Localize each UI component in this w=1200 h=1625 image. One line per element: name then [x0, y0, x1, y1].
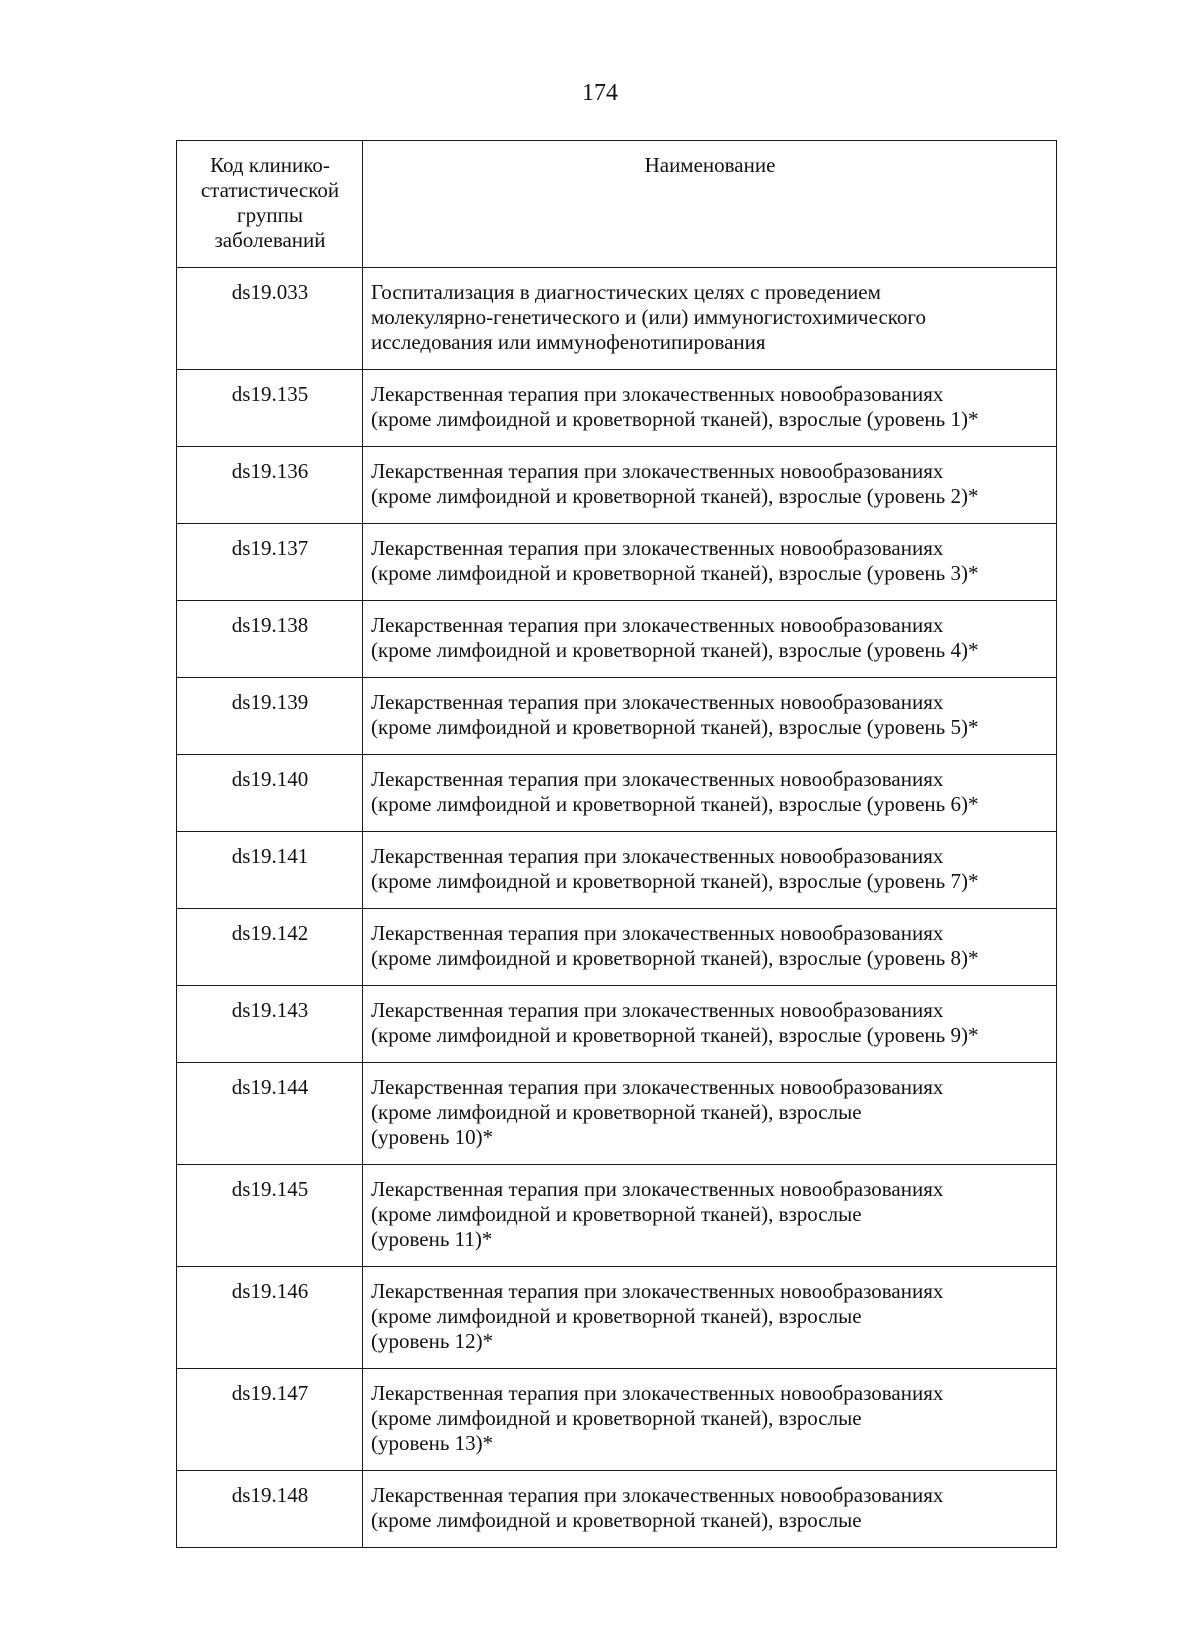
cell-name-line: (кроме лимфоидной и кроветворной тканей), взрослые (уровень 5)*	[371, 715, 979, 739]
table-row	[177, 370, 1057, 447]
cell-name	[363, 1165, 1057, 1267]
table-row	[177, 1471, 1057, 1548]
cell-code: ds19.140	[177, 755, 363, 832]
header-name: Наименование	[363, 141, 1057, 268]
cell-name-line: (кроме лимфоидной и кроветворной тканей), взрослые (уровень 9)*	[371, 1023, 979, 1047]
cell-code: ds19.139	[177, 678, 363, 755]
cell-name-line: Лекарственная терапия при злокачественных новообразованиях	[371, 998, 944, 1022]
cell-name-line: (кроме лимфоидной и кроветворной тканей), взрослые (уровень 4)*	[371, 638, 979, 662]
cell-name-line: (кроме лимфоидной и кроветворной тканей), взрослые	[371, 1304, 862, 1328]
cell-code: ds19.146	[177, 1267, 363, 1369]
cell-name-line: (уровень 13)*	[371, 1431, 494, 1455]
cell-name	[363, 909, 1057, 986]
cell-name	[363, 1063, 1057, 1165]
cell-name-line: Лекарственная терапия при злокачественных новообразованиях	[371, 690, 944, 714]
table-header	[177, 141, 1057, 268]
header-code-line: группы	[237, 203, 303, 227]
table-row	[177, 447, 1057, 524]
cell-code: ds19.137	[177, 524, 363, 601]
cell-name-line: Лекарственная терапия при злокачественных новообразованиях	[371, 536, 944, 560]
cell-name-line: (уровень 10)*	[371, 1125, 494, 1149]
cell-name	[363, 524, 1057, 601]
cell-code: ds19.135	[177, 370, 363, 447]
table-row	[177, 1369, 1057, 1471]
table-row	[177, 268, 1057, 370]
cell-name-line: молекулярно-генетического и (или) иммуногистохимического	[371, 305, 927, 329]
cell-name-line: Лекарственная терапия при злокачественных новообразованиях	[371, 921, 944, 945]
cell-name-line: (кроме лимфоидной и кроветворной тканей), взрослые (уровень 1)*	[371, 407, 979, 431]
cell-name	[363, 1267, 1057, 1369]
header-code	[177, 141, 363, 268]
table-row	[177, 986, 1057, 1063]
cell-name-line: Госпитализация в диагностических целях с проведением	[371, 280, 881, 304]
cell-name	[363, 755, 1057, 832]
cell-name	[363, 986, 1057, 1063]
cell-name-line: (кроме лимфоидной и кроветворной тканей), взрослые (уровень 2)*	[371, 484, 979, 508]
kcg-table	[176, 140, 1057, 1548]
header-code-line: Код клинико-	[210, 153, 330, 177]
cell-code: ds19.144	[177, 1063, 363, 1165]
table-row	[177, 601, 1057, 678]
cell-name	[363, 678, 1057, 755]
cell-code: ds19.147	[177, 1369, 363, 1471]
table-row	[177, 909, 1057, 986]
cell-name	[363, 832, 1057, 909]
page-number: 174	[582, 80, 618, 106]
cell-name-line: (уровень 12)*	[371, 1329, 494, 1353]
cell-name-line: (кроме лимфоидной и кроветворной тканей), взрослые (уровень 7)*	[371, 869, 979, 893]
cell-name-line: Лекарственная терапия при злокачественных новообразованиях	[371, 1177, 944, 1201]
cell-code: ds19.136	[177, 447, 363, 524]
cell-name-line: Лекарственная терапия при злокачественных новообразованиях	[371, 1381, 944, 1405]
cell-code: ds19.143	[177, 986, 363, 1063]
cell-name-line: (кроме лимфоидной и кроветворной тканей), взрослые	[371, 1202, 862, 1226]
cell-name-line: (кроме лимфоидной и кроветворной тканей), взрослые	[371, 1508, 862, 1532]
cell-name-line: Лекарственная терапия при злокачественных новообразованиях	[371, 767, 944, 791]
cell-name	[363, 370, 1057, 447]
cell-name-line: Лекарственная терапия при злокачественных новообразованиях	[371, 844, 944, 868]
cell-name-line: Лекарственная терапия при злокачественных новообразованиях	[371, 1279, 944, 1303]
cell-name-line: Лекарственная терапия при злокачественных новообразованиях	[371, 459, 944, 483]
cell-name	[363, 268, 1057, 370]
table-row	[177, 832, 1057, 909]
cell-name-line: (кроме лимфоидной и кроветворной тканей), взрослые (уровень 8)*	[371, 946, 979, 970]
header-code-line: статистической	[200, 178, 340, 202]
cell-name-line: Лекарственная терапия при злокачественных новообразованиях	[371, 613, 944, 637]
table-row	[177, 755, 1057, 832]
cell-name	[363, 601, 1057, 678]
cell-name-line: (уровень 11)*	[371, 1227, 493, 1251]
cell-code: ds19.033	[177, 268, 363, 370]
table-row	[177, 1165, 1057, 1267]
header-code-line: заболеваний	[214, 228, 326, 252]
table-body	[177, 268, 1057, 1548]
table-row	[177, 524, 1057, 601]
cell-name-line: Лекарственная терапия при злокачественных новообразованиях	[371, 1075, 944, 1099]
cell-name	[363, 1369, 1057, 1471]
table-row	[177, 1267, 1057, 1369]
cell-code: ds19.145	[177, 1165, 363, 1267]
cell-code: ds19.141	[177, 832, 363, 909]
cell-name-line: исследования или иммунофенотипирования	[371, 330, 766, 354]
header-row	[177, 141, 1057, 268]
cell-name	[363, 447, 1057, 524]
cell-name-line: (кроме лимфоидной и кроветворной тканей), взрослые (уровень 6)*	[371, 792, 979, 816]
cell-code: ds19.138	[177, 601, 363, 678]
cell-name-line: (кроме лимфоидной и кроветворной тканей), взрослые (уровень 3)*	[371, 561, 979, 585]
table-row	[177, 1063, 1057, 1165]
cell-name-line: Лекарственная терапия при злокачественных новообразованиях	[371, 382, 944, 406]
cell-code: ds19.142	[177, 909, 363, 986]
cell-name-line: Лекарственная терапия при злокачественных новообразованиях	[371, 1483, 944, 1507]
cell-name-line: (кроме лимфоидной и кроветворной тканей), взрослые	[371, 1406, 862, 1430]
table-row	[177, 678, 1057, 755]
cell-code: ds19.148	[177, 1471, 363, 1548]
cell-name	[363, 1471, 1057, 1548]
cell-name-line: (кроме лимфоидной и кроветворной тканей), взрослые	[371, 1100, 862, 1124]
